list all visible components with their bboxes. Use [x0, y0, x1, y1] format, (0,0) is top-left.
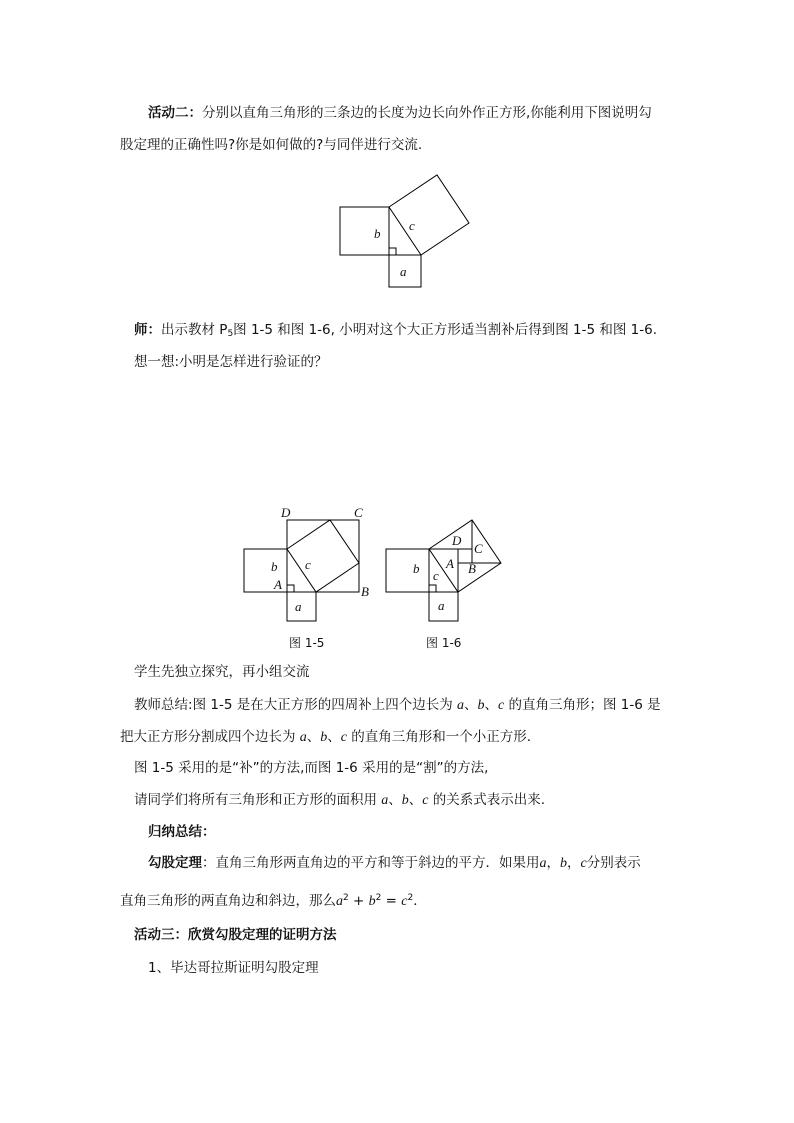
item-1: 1、毕达哥拉斯证明勾股定理 [148, 960, 319, 976]
var-c: c [340, 730, 348, 745]
var-a: a [381, 793, 389, 808]
teacher-subscript: 5 [227, 329, 234, 339]
methods-text-a: 图 1-5 采用的是 [134, 760, 233, 776]
activity3-heading: 活动三：欣赏勾股定理的证明方法 [134, 927, 337, 943]
var-a: a [539, 856, 547, 871]
label-b: b [374, 226, 381, 241]
activity2-label: 活动二： [148, 105, 202, 121]
separator: 、 [484, 697, 498, 713]
methods-text-c: 的方法, [443, 760, 489, 776]
theorem-text-1b: 分别表示 [586, 855, 641, 871]
theorem-line-2 [120, 888, 427, 912]
summary-text-1b: 的直角三角形；图 1-6 是 [504, 697, 661, 713]
methods-line [134, 758, 488, 778]
label-C: C [354, 505, 363, 520]
square-c [287, 520, 359, 592]
comma: ， [567, 855, 581, 871]
exponent: 2 [343, 893, 349, 903]
separator: 、 [408, 792, 423, 808]
exponent: 2 [375, 893, 382, 903]
methods-word-ge: “割” [416, 760, 444, 776]
activity2-line-1 [148, 103, 652, 123]
induction-heading: 归纳总结： [148, 824, 216, 840]
var-b: b [368, 894, 376, 909]
separator: 、 [464, 697, 478, 713]
label-c: c [409, 218, 415, 233]
plus-sign: + [353, 893, 365, 909]
label-A: A [274, 577, 282, 592]
label-A: A [446, 556, 454, 571]
figure-1-6 [380, 515, 525, 625]
summary-text-2a: 把大正方形分割成四个边长为 [120, 729, 300, 745]
figure-pythagoras-squares [330, 170, 480, 295]
var-c: c [498, 698, 505, 713]
teacher-text-post: 图 1-5 和图 1-6, 小明对这个大正方形适当割补后得到图 1-5 和图 1-6. [233, 322, 657, 338]
label-a: a [438, 598, 445, 613]
label-B: B [361, 584, 369, 599]
theorem-label: 勾股定理 [148, 855, 202, 871]
summary-text-2b: 的直角三角形和一个小正方形. [347, 729, 532, 745]
methods-text-b: 的方法,而图 1-6 采用的是 [259, 760, 417, 776]
teacher-label: 师： [134, 322, 161, 338]
ask-text-pre: 请同学们将所有三角形和正方形的面积用 [134, 792, 382, 808]
caption-fig-1-6: 图 1-6 [426, 636, 462, 650]
separator: 、 [388, 792, 402, 808]
teacher-line [134, 320, 657, 344]
label-C: C [474, 541, 483, 556]
var-b: b [560, 856, 567, 871]
label-D: D [281, 505, 291, 520]
right-angle-mark [287, 585, 294, 592]
theorem-text-1a: ：直角三角形两直角边的平方和等于斜边的平方．如果用 [202, 855, 540, 871]
big-square [287, 520, 359, 592]
methods-word-bu: “补” [232, 760, 260, 776]
summary-text-1a: 图 1-5 是在大正方形的四周补上四个边长为 [192, 697, 457, 713]
label-B: B [468, 561, 476, 576]
caption-fig-1-5: 图 1-5 [289, 636, 325, 650]
activity2-text-1: 分别以直角三角形的三条边的长度为边长向外作正方形,你能利用下图说明勾 [202, 105, 652, 121]
figure-1-5 [236, 503, 376, 623]
ask-line [134, 790, 545, 811]
summary-line-2 [120, 727, 531, 748]
square-a [287, 592, 316, 621]
var-b: b [477, 698, 485, 713]
activity2-line-2: 股定理的正确性吗?你是如何做的?与同伴进行交流. [120, 137, 423, 153]
equals-sign: = [385, 893, 397, 909]
var-a: a [299, 730, 307, 745]
var-b: b [401, 793, 409, 808]
label-a: a [400, 264, 407, 279]
var-c: c [422, 793, 429, 808]
square-b [340, 207, 389, 255]
var-a: a [336, 894, 343, 909]
label-b: b [271, 559, 278, 574]
comma: ， [546, 855, 560, 871]
students-line: 学生先独立探究，再小组交流 [134, 664, 310, 680]
ask-text-post: 的关系式表示出来. [428, 792, 546, 808]
var-c: c [401, 894, 408, 909]
separator: 、 [306, 729, 321, 745]
square-b [386, 549, 429, 592]
exponent: 2 [407, 893, 414, 903]
label-c: c [433, 568, 439, 583]
var-b: b [320, 730, 328, 745]
right-angle-mark [389, 248, 396, 255]
label-b: b [413, 561, 420, 576]
right-angle-mark [429, 585, 436, 592]
var-c: c [580, 856, 587, 871]
label-c: c [305, 557, 311, 572]
theorem-line-1 [148, 853, 641, 874]
teacher-text-pre: 出示教材 P [161, 322, 228, 338]
square-c [389, 175, 469, 255]
var-a: a [457, 698, 464, 713]
square-c [429, 520, 501, 592]
summary-line-1 [134, 695, 661, 716]
summary-label: 教师总结: [134, 697, 193, 713]
label-D: D [452, 533, 462, 548]
think-line: 想一想:小明是怎样进行验证的？ [134, 354, 328, 370]
period: ． [413, 893, 427, 909]
label-a: a [295, 599, 302, 614]
theorem-text-2: 直角三角形的两直角边和斜边，那么 [120, 893, 336, 909]
theorem-formula [336, 893, 413, 909]
separator: 、 [327, 729, 341, 745]
